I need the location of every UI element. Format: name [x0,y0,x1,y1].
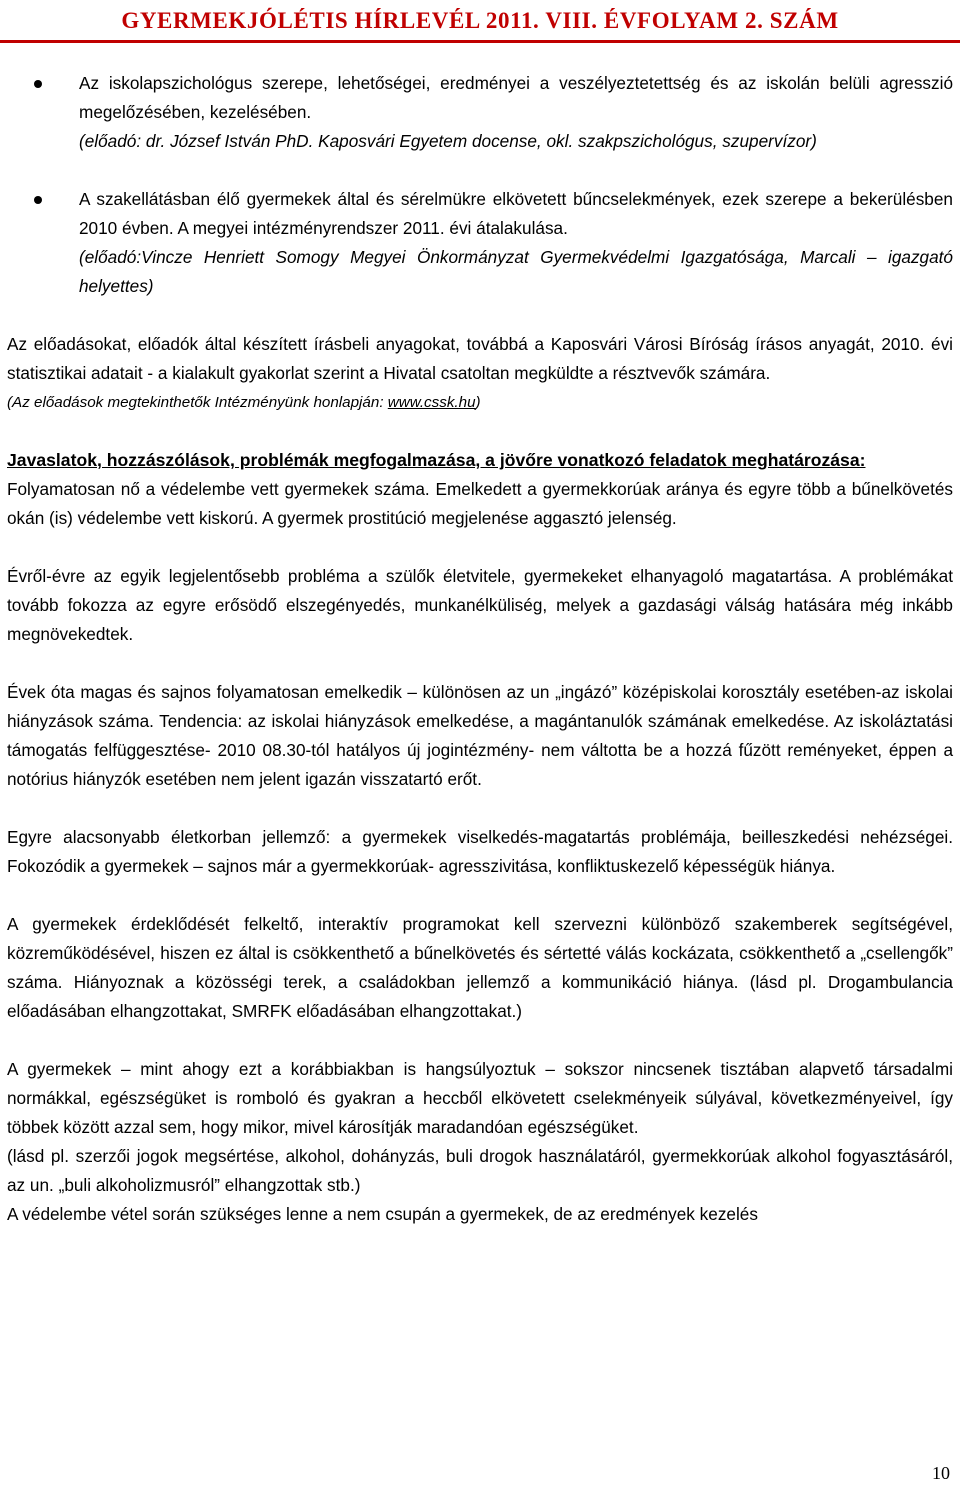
bullet-presenter: (előadó: dr. József István PhD. Kaposvári Egyetem docense, okl. szakpszichológus, szupervízor) [79,131,817,151]
bullet-main-text: Az iskolapszichológus szerepe, lehetőségei, eredményei a veszélyeztetettség és az iskolán belüli agresszió megelőzésében, kezelésében. [79,73,953,122]
section-paragraph: Egyre alacsonyabb életkorban jellemző: a gyermekek viselkedés-magatartás problémája, beilleszkedési nehézségei. Fokozódik a gyermekek – sajnos már a gyermekkorúak- agresszivitása, konfliktuskezelő képességük hiánya. [7,827,953,876]
bullet-dot-icon [34,80,42,88]
website-link[interactable]: www.cssk.hu [387,394,476,411]
note-prefix: (Az előadások megtekinthetők Intézményünk honlapján: [7,394,388,411]
newsletter-header [0,0,960,46]
section-paragraph: A gyermekek – mint ahogy ezt a korábbiakban is hangsúlyoztuk – sokszor nincsenek tisztában alapvető társadalmi normákkal, egészségüket is romboló és gyakran a heccből elkövetett cselekményeik súlyával, következményeivel, így többek között azzal sem, hogy mikor, mivel károsítják maradandóan egészségüket. [7,1059,953,1137]
header-rule [0,40,960,43]
section-paragraph: Évek óta magas és sajnos folyamatosan emelkedik – különösen az un „ingázó” középiskolai korosztály esetében-az iskolai hiányzások száma. Tendencia: az iskolai hiányzások emelkedése, a magántanulók számának emelkedése. Az iskoláztatási támogatás felfüggesztése- 2010 08.30-tól hatályos új jogintézmény- nem váltotta be a hozzá fűzött reményeket, éppen a notórius hiányzók esetében nem jelent igazán visszatartó erőt. [7,682,953,789]
bullet-dot-icon [34,196,42,204]
section-final-line: A védelembe vétel során szükséges lenne a nem csupán a gyermekek, de az eredmények kezelés [7,1204,758,1224]
section-note: (lásd pl. szerzői jogok megsértése, alkohol, dohányzás, buli drogok használatáról, gyermekkorúak alkohol fogyasztásáról, az un. „buli alkoholizmusról” elhangzottak stb.) [7,1146,953,1195]
bullet-item [7,185,953,301]
newsletter-title: GYERMEKJÓLÉTIS HÍRLEVÉL 2011. VIII. ÉVFOLYAM 2. SZÁM [121,8,839,33]
bullet-item [7,69,953,156]
section-paragraph: A gyermekek érdeklődését felkeltő, interaktív programokat kell szervezni különböző szakemberek segítségével, közreműködésével, hiszen ez által is csökkenthető a bűnelkövetés és sértetté válás kockázata, csökkenthető a „csellengők” száma. Hiányoznak a közösségi terek, a családokban jellemző a kommunikáció hiánya. (lásd pl. Drogambulancia előadásában elhangzottakat, SMRFK előadásában elhangzottakat.) [7,914,953,1021]
note-suffix: ) [475,394,481,411]
document-body [7,69,953,1229]
page-number: 10 [932,1463,950,1483]
intro-note [7,388,953,417]
section-heading: Javaslatok, hozzászólások, problémák megfogalmazása, a jövőre vonatkozó feladatok meghatározása: [7,450,866,470]
section-paragraph: Folyamatosan nő a védelembe vett gyermekek száma. Emelkedett a gyermekkorúak aránya és egyre több a bűnelkövetés okán (is) védelembe vett kiskorú. A gyermek prostitúció megjelenése aggasztó jelenség. [7,479,953,528]
section-paragraph: Évről-évre az egyik legjelentősebb probléma a szülők életvitele, gyermekeket elhanyagoló magatartása. A problémákat tovább fokozza az egyre erősödő elszegényedés, munkanélküliség, melyek a gazdasági válság hatására még inkább megnövekedtek. [7,566,953,644]
intro-paragraph: Az előadásokat, előadók által készített írásbeli anyagokat, továbbá a Kaposvári Városi Bíróság írásos anyagát, 2010. évi statisztikai adatait - a kialakult gyakorlat szerint a Hivatal csatoltan megküldte a résztvevők számára. [7,334,953,383]
bullet-main-text: A szakellátásban élő gyermekek által és sérelmükre elkövetett bűncselekmények, ezek szerepe a bekerülésben 2010 évben. A megyei intézményrendszer 2011. évi átalakulása. [79,189,953,238]
bullet-presenter: (előadó:Vincze Henriett Somogy Megyei Önkormányzat Gyermekvédelmi Igazgatósága, Marcali – igazgató helyettes) [79,247,953,296]
